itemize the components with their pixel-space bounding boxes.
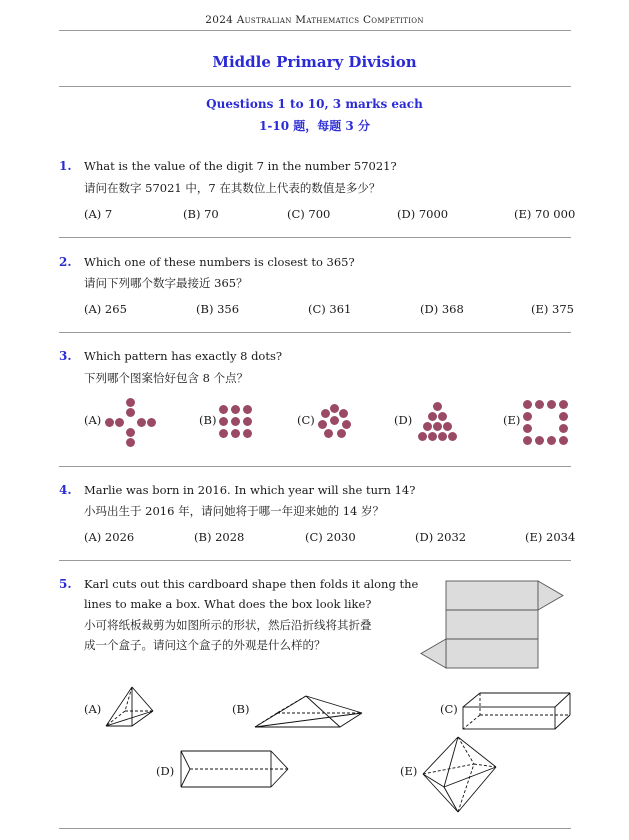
option-b[interactable]: (B) xyxy=(199,413,217,427)
shape-c-rectangular-box xyxy=(460,690,574,732)
section-heading-en: Questions 1 to 10, 3 marks each xyxy=(206,97,423,111)
section-heading-zh: 1-10 题，每题 3 分 xyxy=(259,119,370,133)
option-d[interactable]: (D) 7000 xyxy=(397,207,449,221)
option-a[interactable]: (A) 265 xyxy=(84,302,127,316)
division-title: Middle Primary Division xyxy=(212,53,417,71)
option-a[interactable]: (A) xyxy=(84,413,102,427)
dot-pattern-a xyxy=(105,398,157,448)
cardboard-net-figure xyxy=(418,578,568,673)
question-number: 3. xyxy=(59,349,72,363)
question-text-zh-line1: 小可将纸板裁剪为如图所示的形状，然后沿折线将其折叠 xyxy=(84,618,372,632)
question-text-en: Which pattern has exactly 8 dots? xyxy=(84,349,283,363)
question-text-en-line2: lines to make a box. What does the box look like? xyxy=(84,597,372,611)
option-d[interactable]: (D) 368 xyxy=(420,302,464,316)
question-number: 1. xyxy=(59,159,72,173)
option-d[interactable]: (D) 2032 xyxy=(415,530,467,544)
question-divider xyxy=(59,828,571,829)
option-d[interactable]: (D) xyxy=(394,413,413,427)
question-text-en: What is the value of the digit 7 in the number 57021? xyxy=(84,159,397,173)
option-b[interactable]: (B) xyxy=(232,702,250,716)
question-text-en-line1: Karl cuts out this cardboard shape then folds it along the xyxy=(84,577,419,591)
shape-d-triangular-prism xyxy=(178,748,292,790)
dot-pattern-c xyxy=(318,404,352,438)
option-b[interactable]: (B) 2028 xyxy=(194,530,245,544)
option-e[interactable]: (E) 375 xyxy=(531,302,574,316)
option-b[interactable]: (B) 70 xyxy=(183,207,219,221)
header-rule xyxy=(59,30,571,31)
option-a[interactable]: (A) 7 xyxy=(84,207,113,221)
dot-pattern-e xyxy=(523,400,571,448)
shape-e-octahedron xyxy=(420,734,500,816)
question-divider xyxy=(59,560,571,561)
question-text-zh: 小玛出生于 2016 年，请问她将于哪一年迎来她的 14 岁？ xyxy=(84,504,385,518)
question-divider xyxy=(59,237,571,238)
option-c[interactable]: (C) 700 xyxy=(287,207,331,221)
option-b[interactable]: (B) 356 xyxy=(196,302,240,316)
question-divider xyxy=(59,332,571,333)
question-text-zh: 请问在数字 57021 中，7 在其数位上代表的数值是多少？ xyxy=(84,181,381,195)
question-text-zh: 下列哪个图案恰好包含 8 个点？ xyxy=(84,371,249,385)
shape-b-flat-pyramid xyxy=(252,693,366,731)
question-text-zh: 请问下列哪个数字最接近 365？ xyxy=(84,276,248,290)
question-text-en: Marlie was born in 2016. In which year will she turn 14? xyxy=(84,483,416,497)
option-d[interactable]: (D) xyxy=(156,764,175,778)
option-e[interactable]: (E) xyxy=(503,413,521,427)
option-e[interactable]: (E) xyxy=(400,764,418,778)
dot-pattern-d xyxy=(414,402,462,442)
question-number: 4. xyxy=(59,483,72,497)
option-a[interactable]: (A) xyxy=(84,702,102,716)
question-number: 5. xyxy=(59,577,72,591)
option-c[interactable]: (C) xyxy=(297,413,315,427)
option-c[interactable]: (C) xyxy=(440,702,458,716)
option-e[interactable]: (E) 70 000 xyxy=(514,207,576,221)
question-divider xyxy=(59,466,571,467)
question-text-en: Which one of these numbers is closest to 365? xyxy=(84,255,355,269)
dot-pattern-b xyxy=(219,405,254,440)
option-a[interactable]: (A) 2026 xyxy=(84,530,135,544)
option-e[interactable]: (E) 2034 xyxy=(525,530,576,544)
option-c[interactable]: (C) 361 xyxy=(308,302,352,316)
question-number: 2. xyxy=(59,255,72,269)
option-c[interactable]: (C) 2030 xyxy=(305,530,356,544)
division-rule xyxy=(59,86,571,87)
shape-a-pyramid xyxy=(103,684,159,730)
competition-header: 2024 Australian Mathematics Competition xyxy=(205,14,424,26)
question-text-zh-line2: 成一个盒子。请问这个盒子的外观是什么样的？ xyxy=(84,638,326,652)
